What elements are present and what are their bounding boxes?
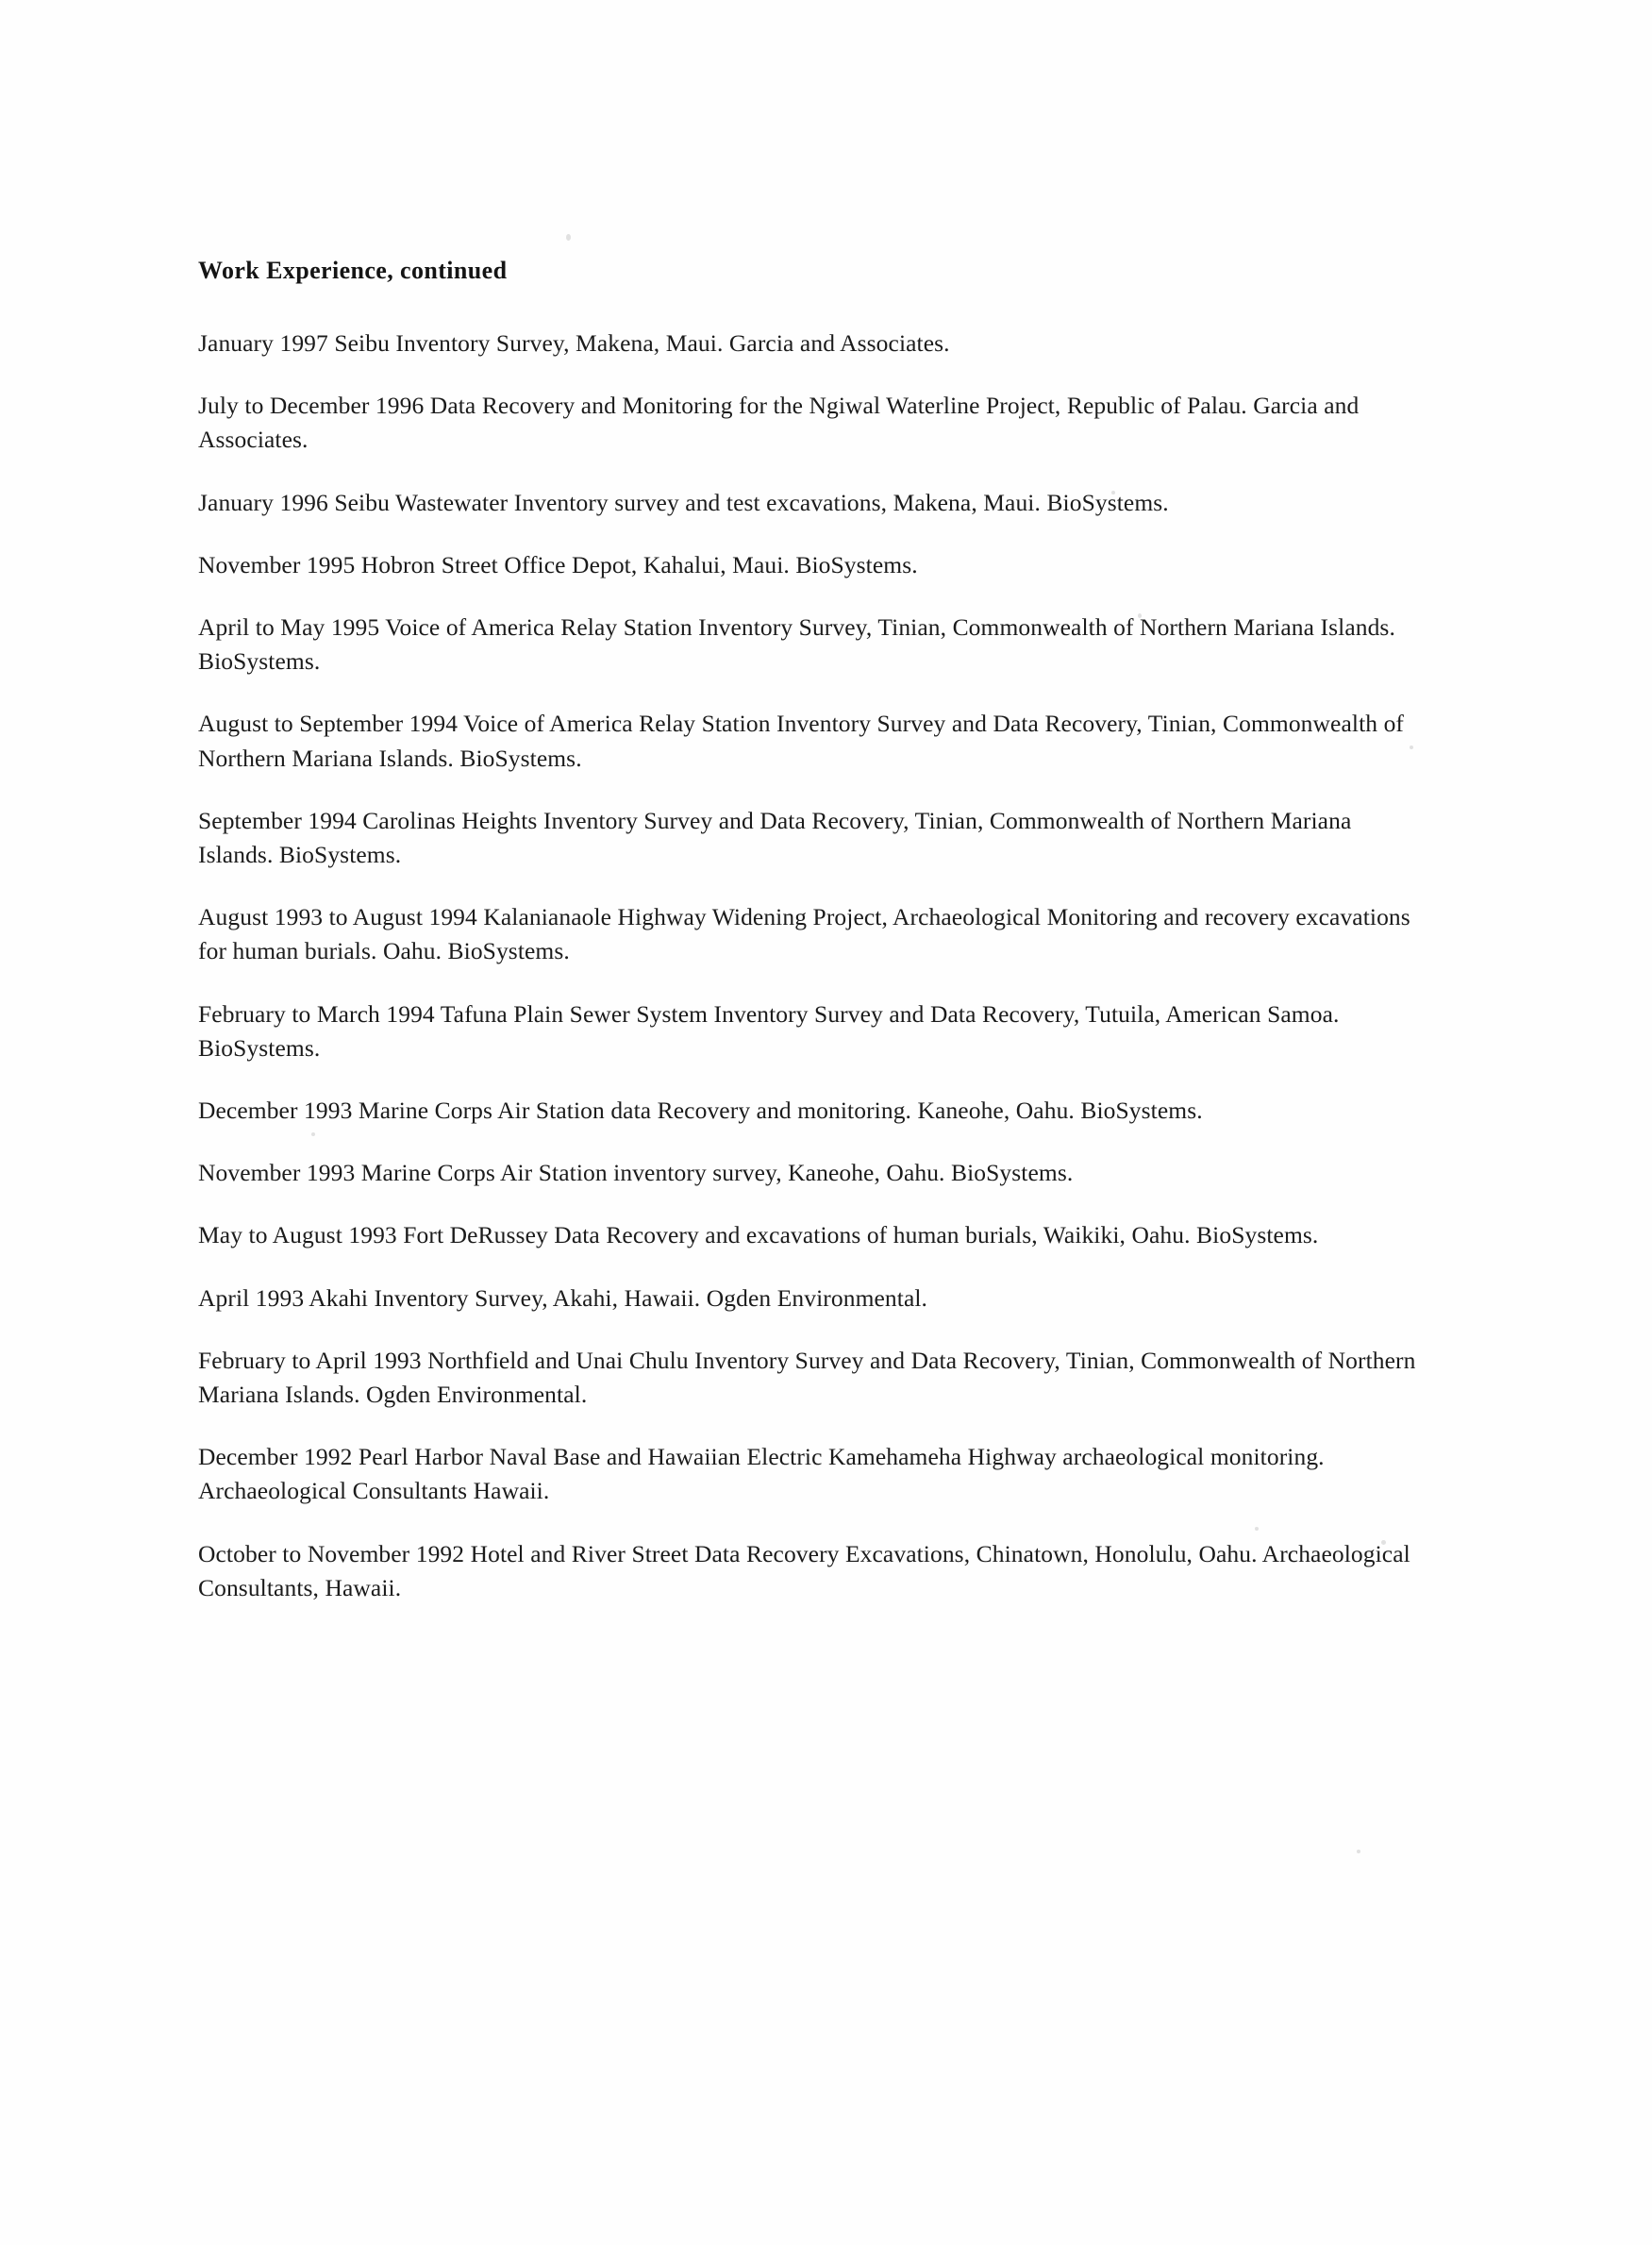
experience-entry: April 1993 Akahi Inventory Survey, Akahi, Hawaii. Ogden Environmental. bbox=[198, 1283, 928, 1312]
experience-entry: November 1995 Hobron Street Office Depot, Kahalui, Maui. BioSystems. bbox=[198, 550, 918, 578]
experience-entry: January 1996 Seibu Wastewater Inventory survey and test excavations, Makena, Maui. BioSystems. bbox=[198, 488, 1169, 516]
experience-entry: December 1992 Pearl Harbor Naval Base and Hawaiian Electric Kamehameha Highway archaeological monitoring. Archaeological Consultants Hawaii. bbox=[198, 1443, 1325, 1505]
experience-entry: February to April 1993 Northfield and Unai Chulu Inventory Survey and Data Recovery, Tinian, Commonwealth of Northern Mariana Islands. Ogden Environmental. bbox=[198, 1346, 1416, 1409]
experience-entry: April to May 1995 Voice of America Relay Station Inventory Survey, Tinian, Commonwealth of Northern Mariana Islands. BioSystems. bbox=[198, 613, 1395, 676]
experience-entry: September 1994 Carolinas Heights Inventory Survey and Data Recovery, Tinian, Commonwealth of Northern Mariana Islands. BioSystems. bbox=[198, 806, 1352, 869]
experience-entry: February to March 1994 Tafuna Plain Sewer System Inventory Survey and Data Recovery, Tutuila, American Samoa. BioSystems. bbox=[198, 999, 1340, 1062]
experience-entry: July to December 1996 Data Recovery and Monitoring for the Ngiwal Waterline Project, Republic of Palau. Garcia and Associates. bbox=[198, 392, 1360, 454]
experience-entry: May to August 1993 Fort DeRussey Data Recovery and excavations of human burials, Waikiki, Oahu. BioSystems. bbox=[198, 1221, 1319, 1249]
experience-entry: December 1993 Marine Corps Air Station data Recovery and monitoring. Kaneohe, Oahu. BioSystems. bbox=[198, 1097, 1203, 1125]
page-title: Work Experience, continued bbox=[198, 257, 508, 284]
experience-entry: November 1993 Marine Corps Air Station inventory survey, Kaneohe, Oahu. BioSystems. bbox=[198, 1159, 1074, 1187]
scan-speck bbox=[566, 234, 571, 241]
experience-entry: January 1997 Seibu Inventory Survey, Makena, Maui. Garcia and Associates. bbox=[198, 329, 950, 357]
scan-speck bbox=[1357, 1850, 1360, 1853]
experience-entry: August to September 1994 Voice of America Relay Station Inventory Survey and Data Recovery, Tinian, Commonwealth of Northern Mariana Islands. BioSystems. bbox=[198, 710, 1405, 772]
document-body bbox=[198, 257, 1425, 1605]
experience-entry: August 1993 to August 1994 Kalanianaole Highway Widening Project, Archaeological Monitoring and recovery excavations for human burials. Oahu. BioSystems. bbox=[198, 903, 1410, 965]
experience-entry: October to November 1992 Hotel and River Street Data Recovery Excavations, Chinatown, Honolulu, Oahu. Archaeological Consultants, Hawaii. bbox=[198, 1539, 1410, 1601]
